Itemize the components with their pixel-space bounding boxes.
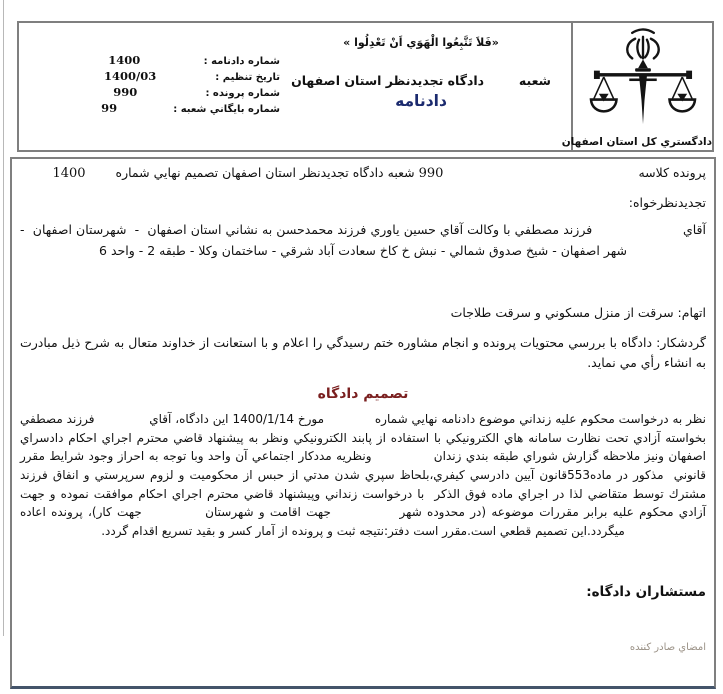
quran-verse: «فَلاَ تَتَّبِعُوا الْهَوَي اَنْ تَعْدِلُوا » (343, 36, 499, 49)
field-value: 1400/03 (104, 69, 157, 83)
decision-text: نظر به درخواست محكوم عليه زنداني موضوع دادنامه نهايي شماره مورخ 1400/1/14 اين دادگاه، آقاي فرزند مصطفي بخواسته آزادي تحت نظارت سامانه هاي الكترونيكي با استفاده از پابند الكترونيكي ونظر به پيشنهاد قاضي محترم اجراي احكام دادسراي اصفهان ونيز ملاحظه گزارش شوراي طبقه بندي زندان ونظريه مددكار اجتماعي آن واحد وبا توجه به احراز وجود شرايط مقرر قانوني مذكور در ماده553قانون آيين دادرسي كيفري،بلحاظ سپري شدن مدتي از حبس از محكوميت و لزوم سرپرستي و انفاق فرزند مشترك توسط متقاضي لذا در اجراي ماده فوق الذكر با درخواست زنداني وپيشنهاد قاضي محترم اجراي احكام موافقت نموده و جهت آزادي محكوم عليه برابر مقررات موضوعه (در محدوده شهر جهت اقامت و شهرستان جهت كار)، پرونده اعاده ميگردد.اين تصميم قطعي است.مقرر است دفتر:نتيجه ثبت و پرونده از آمار كسر و بقيد تسريع اقدام گردد. (16, 412, 706, 538)
field-row-case-number (45, 85, 280, 99)
field-label: شماره پرونده : (205, 88, 280, 99)
field-row-issue-date (45, 69, 280, 83)
field-value: 990 (113, 85, 138, 99)
court-name: دادگاه تجديدنظر استان اصفهان تصميم نهايي شماره (115, 165, 384, 180)
appellant-text: آقاي فرزند مصطفي با وكالت آقاي حسين ياوري فرزند محمدحسن به نشاني استان اصفهان - شهرستان اصفهان - شهر اصفهان - شيخ صدوق شمالي - نبش خ كاخ سعادت آباد شرقي - ساختمان وكلا - طبقه 2 - واحد 6 (12, 222, 706, 258)
procedure-text: گردشكار: دادگاه با بررسي محتويات پرونده و انجام مشاوره ختم رسيدگي را اعلام و با استعانت از خداوند متعال به شرح ذيل مبادرت به انشاء رأي مي نمايد. (20, 335, 706, 371)
charge-line: اتهام: سرقت از منزل مسكوني و سرقت طلاجات (450, 305, 706, 321)
decision-heading: تصميم دادگاه (317, 386, 409, 403)
header-center (271, 36, 571, 110)
final-decision-number: 1400 (52, 166, 86, 181)
court-branch-line: شعبه دادگاه تجديدنظر استان اصفهان (291, 73, 551, 88)
document-title: دادنامه (395, 92, 447, 110)
branch-word: شعبه (387, 165, 415, 180)
advisors-label: مستشاران دادگاه: (586, 584, 706, 601)
emblem-caption: دادگستري كل استان اصفهان (561, 136, 712, 148)
appellant-label: تجديدنظرخواه: (628, 195, 706, 210)
case-number: 990 (418, 166, 444, 181)
field-value: 99 (101, 101, 118, 115)
header-box (17, 21, 714, 152)
page-left-margin-rule (3, 0, 4, 636)
case-label: پرونده كلاسه (638, 165, 706, 180)
field-label: شماره بايگاني شعبه : (173, 104, 280, 115)
field-label: شماره دادنامه : (203, 56, 280, 67)
case-row (20, 165, 706, 181)
header-fields (45, 53, 280, 117)
field-row-judgment-number (45, 53, 280, 67)
judgment-body-box (10, 157, 716, 689)
emblem-box (561, 21, 714, 152)
field-label: تاريخ تنظيم : (215, 72, 280, 83)
justice-scales-icon (584, 26, 702, 130)
field-row-archive-number (45, 101, 280, 115)
issuer-signature-note: امضاي صادر كننده (629, 642, 706, 654)
field-value: 1400 (108, 53, 141, 67)
